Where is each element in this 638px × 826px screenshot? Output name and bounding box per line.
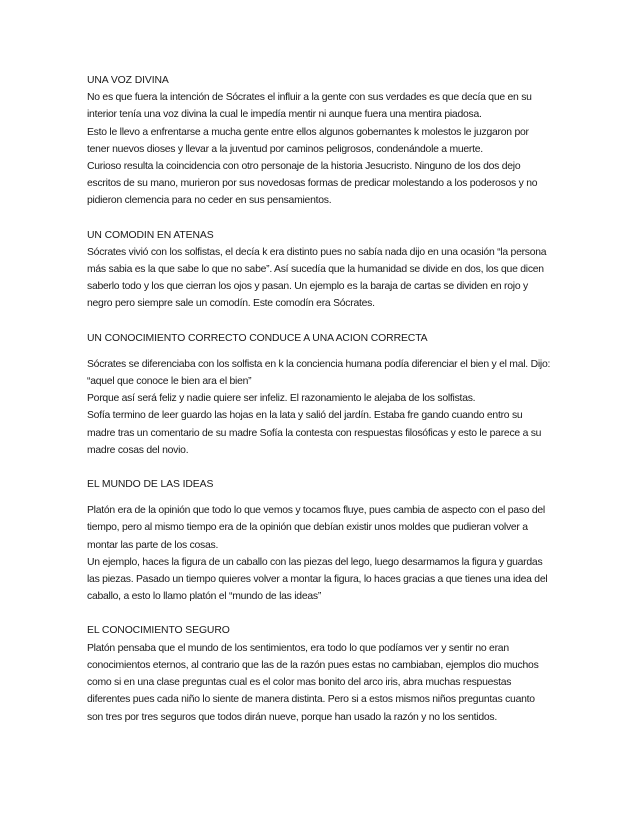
paragraph: Platón pensaba que el mundo de los sentimientos, era todo lo que podíamos ver y sentir no eran conocimientos eternos, al contrario que las de la razón pues estas no cambiaban, ejemplos dio muchos como si en una clase preguntas cual es el color mas bonito del arco iris, abra muchas respuestas diferentes pues cada niño lo siente de manera distinta. Pero si a estos mismos niños preguntas cuanto son tres por tres seguros que todos dirán nueve, porque han usado la razón y no los sentidos. bbox=[87, 642, 539, 723]
section-una-voz-divina bbox=[87, 72, 552, 210]
section-el-mundo-de-las-ideas bbox=[87, 476, 552, 605]
section-spacer bbox=[87, 210, 552, 227]
heading-spacer bbox=[87, 493, 552, 502]
paragraph: Porque así será feliz y nadie quiere ser infeliz. El razonamiento le alejaba de los solfistas. bbox=[87, 393, 476, 405]
paragraph: Sócrates vivió con los solfistas, el decía k era distinto pues no sabía nada dijo en una ocasión “la persona más sabia es la que sabe lo que no sabe”. Así sucedía que la humanidad se divide en dos, los que dicen saberlo todo y los que cierran los ojos y pasan. Un ejemplo es la baraja de cartas se dividen en rojo y negro pero siempre sale un comodín. Este comodín era Sócrates. bbox=[87, 246, 547, 310]
section-heading: UN CONOCIMIENTO CORRECTO CONDUCE A UNA ACION CORRECTA bbox=[87, 332, 428, 344]
section-spacer bbox=[87, 459, 552, 476]
paragraph: Sofía termino de leer guardo las hojas en la lata y salió del jardín. Estaba fre gando cuando entro su madre tras un comentario de su madre Sofía la contesta con respuestas filosóficas y esto le parece a su madre cosas del novio. bbox=[87, 410, 542, 456]
paragraph: Esto le llevo a enfrentarse a mucha gente entre ellos algunos gobernantes k molestos le juzgaron por tener nuevos dioses y llevar a la juventud por caminos peligrosos, condenándole a muerte. bbox=[87, 126, 529, 155]
document-page bbox=[87, 72, 552, 726]
section-heading: EL MUNDO DE LAS IDEAS bbox=[87, 479, 214, 491]
section-conocimiento-correcto bbox=[87, 330, 552, 459]
section-el-conocimiento-seguro bbox=[87, 622, 552, 725]
paragraph: No es que fuera la intención de Sócrates el influir a la gente con sus verdades es que decía que en su interior tenía una voz divina la cual le impedía mentir ni aunque fuera una mentira piadosa. bbox=[87, 92, 532, 121]
section-spacer bbox=[87, 605, 552, 622]
heading-spacer bbox=[87, 347, 552, 356]
paragraph: Sócrates se diferenciaba con los solfista en k la conciencia humana podía diferenciar el bien y el mal. Dijo: “aquel que conoce le bien ara el bien” bbox=[87, 358, 551, 388]
paragraph: Platón era de la opinión que todo lo que vemos y tocamos fluye, pues cambia de aspecto con el paso del tiempo, pero al mismo tiempo era de la opinión que debían existir unos moldes que pudieran volver a montar las parte de los cosas. bbox=[87, 505, 545, 551]
section-heading: UNA VOZ DIVINA bbox=[87, 75, 169, 86]
section-un-comodin-en-atenas bbox=[87, 227, 552, 313]
paragraph: Un ejemplo, haces la figura de un caballo con las piezas del lego, luego desarmamos la figura y guardas las piezas. Pasado un tiempo quieres volver a montar la figura, lo haces gracias a que tienes una idea del caballo, a esto lo llamo platón el “mundo de las ideas” bbox=[87, 556, 548, 603]
section-spacer bbox=[87, 313, 552, 330]
section-heading: UN COMODIN EN ATENAS bbox=[87, 229, 214, 241]
paragraph: Curioso resulta la coincidencia con otro personaje de la historia Jesucristo. Ninguno de los dos dejo escritos de su mano, murieron por sus novedosas formas de predicar molestando a los poderosos y no pidieron clemencia para no ceder en sus pensamientos. bbox=[87, 161, 538, 207]
section-heading: EL CONOCIMIENTO SEGURO bbox=[87, 625, 230, 637]
